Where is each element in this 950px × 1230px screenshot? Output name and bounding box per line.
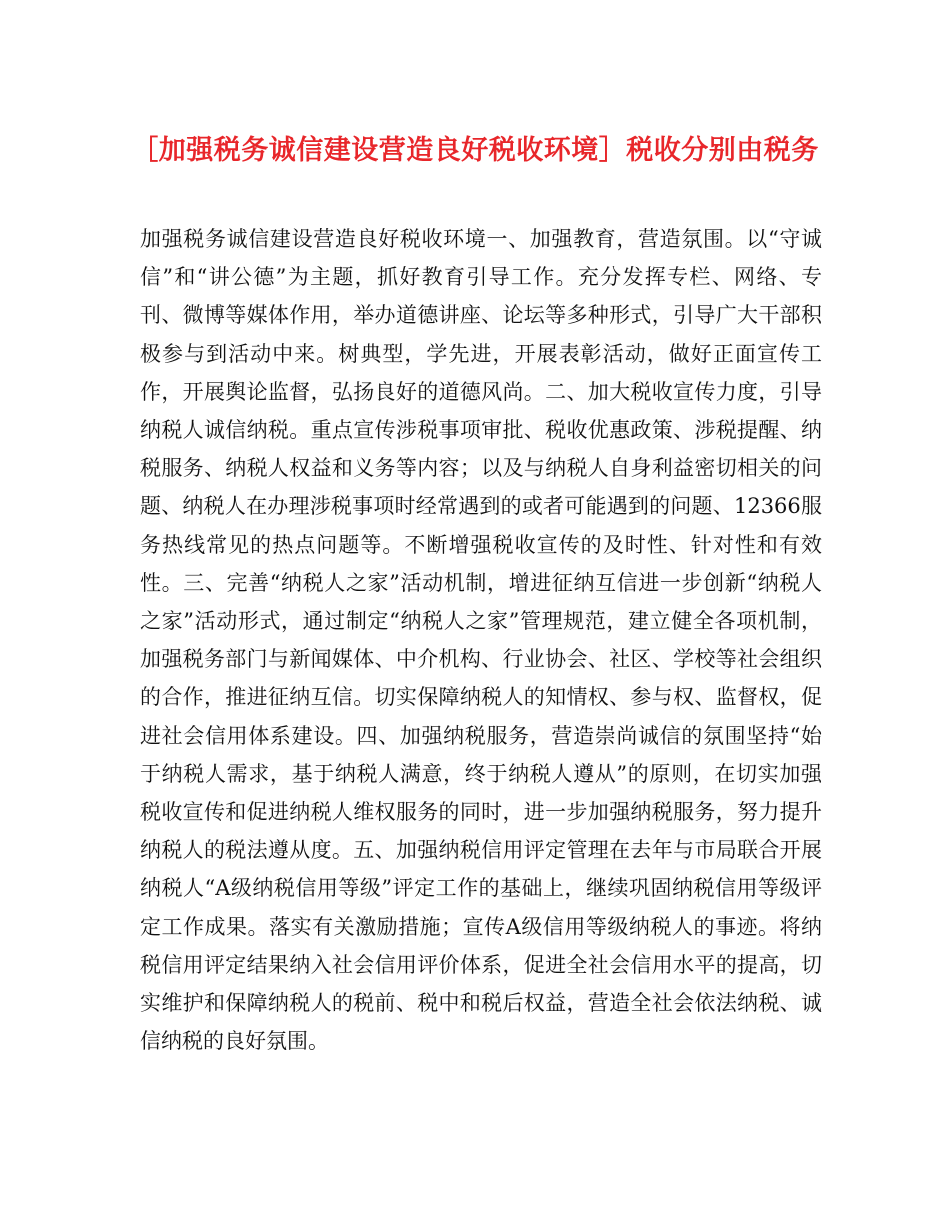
document-body-paragraph: 加强税务诚信建设营造良好税收环境一、加强教育，营造氛围。以“守诚信”和“讲公德”为主题，抓好教育引导工作。充分发挥专栏、网络、专刊、微博等媒体作用，举办道德讲座、论坛等多种形式，引导广大干部积极参与到活动中来。树典型，学先进，开展表彰活动，做好正面宣传工作，开展舆论监督，弘扬良好的道德风尚。二、加大税收宣传力度，引导纳税人诚信纳税。重点宣传涉税事项审批、税收优惠政策、涉税提醒、纳税服务、纳税人权益和义务等内容；以及与纳税人自身利益密切相关的问题、纳税人在办理涉税事项时经常遇到的或者可能遇到的问题、12366服务热线常见的热点问题等。不断增强税收宣传的及时性、针对性和有效性。三、完善“纳税人之家”活动机制，增进征纳互信进一步创新“纳税人之家”活动形式，通过制定“纳税人之家”管理规范，建立健全各项机制，加强税务部门与新闻媒体、中介机构、行业协会、社区、学校等社会组织的合作，推进征纳互信。切实保障纳税人的知情权、参与权、监督权，促进社会信用体系建设。四、加强纳税服务，营造崇尚诚信的氛围坚持“始于纳税人需求，基于纳税人满意，终于纳税人遵从”的原则，在切实加强税收宣传和促进纳税人维权服务的同时，进一步加强纳税服务，努力提升纳税人的税法遵从度。五、加强纳税信用评定管理在去年与市局联合开展纳税人“A级纳税信用等级”评定工作的基础上，继续巩固纳税信用等级评定工作成果。落实有关激励措施；宣传A级信用等级纳税人的事迹。将纳税信用评定结果纳入社会信用评价体系，促进全社会信用水平的提高，切实维护和保障纳税人的税前、税中和税后权益，营造全社会依法纳税、诚信纳税的良好氛围。 — [140, 227, 822, 1054]
document-title: ［加强税务诚信建设营造良好税收环境］税收分别由税务 — [131, 135, 819, 166]
